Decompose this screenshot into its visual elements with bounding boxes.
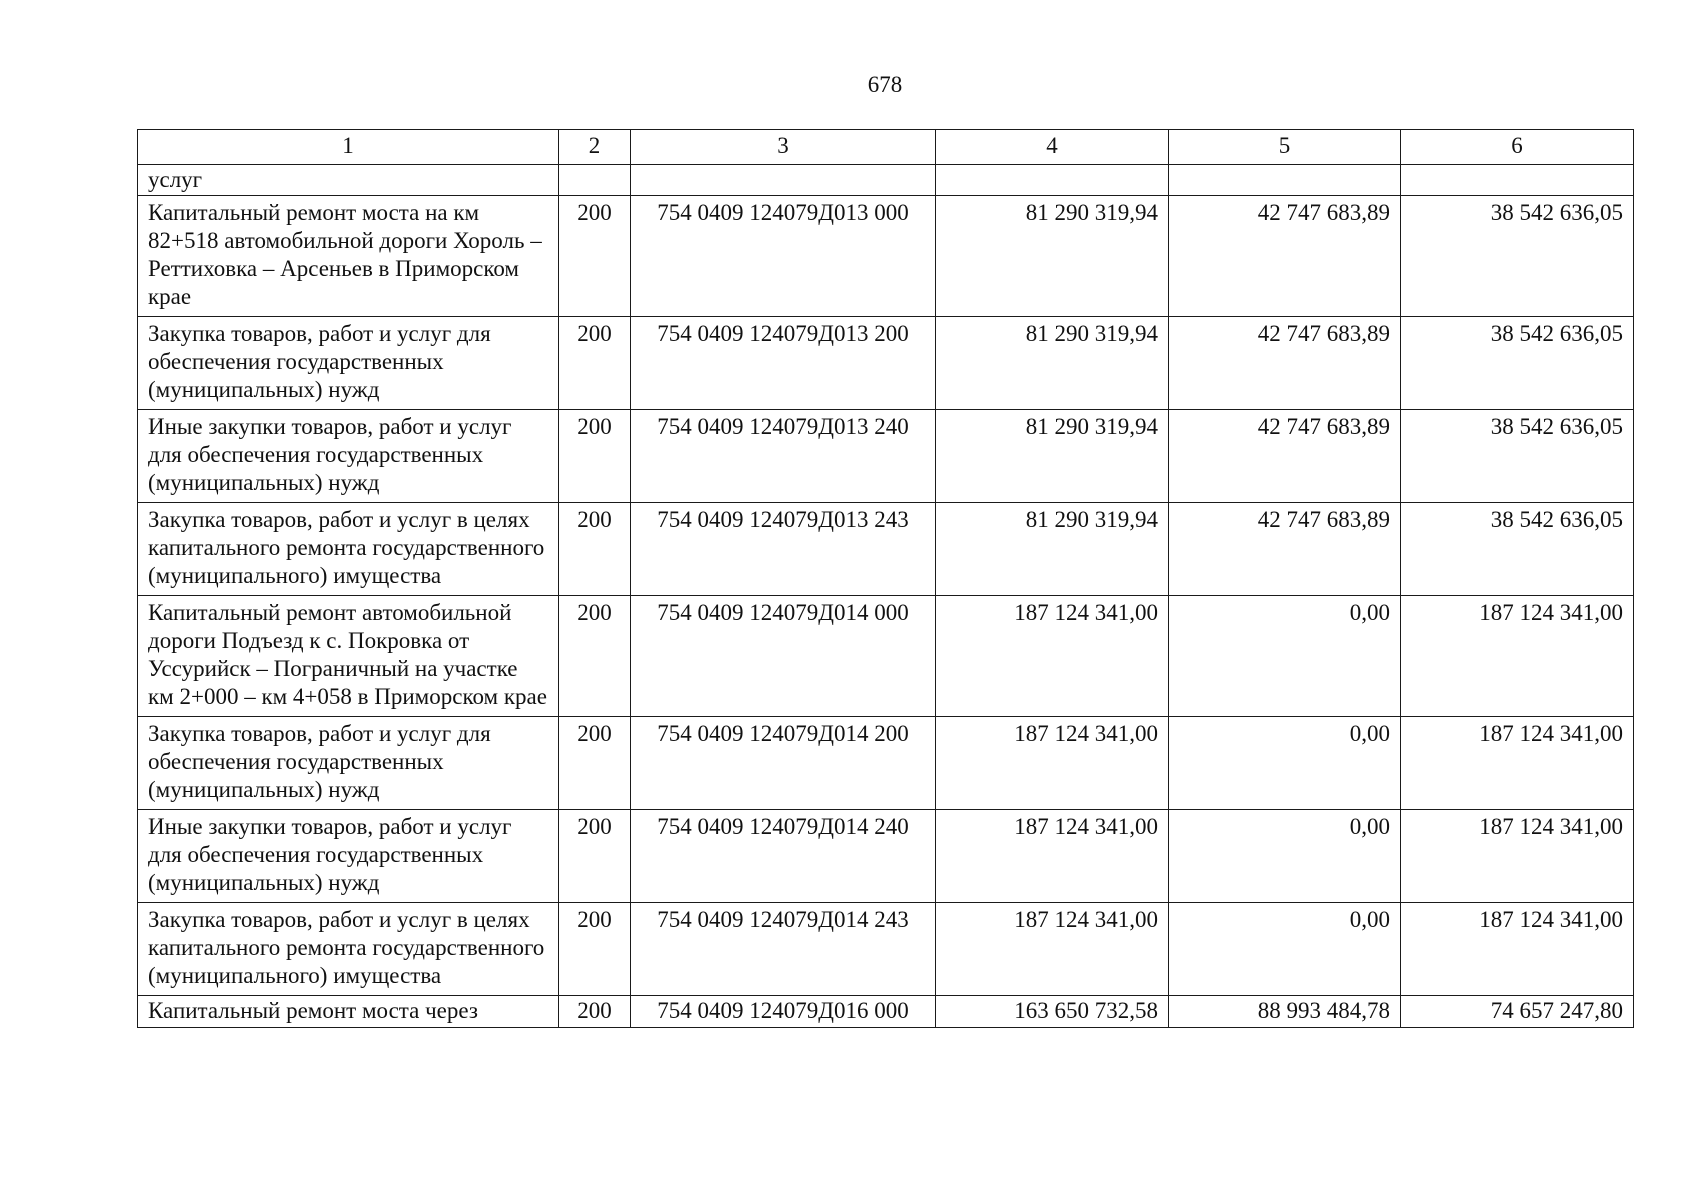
row-amount-year1-cell <box>1169 165 1401 196</box>
row-amount-total-cell: 187 124 341,00 <box>936 596 1169 717</box>
column-header-1: 1 <box>138 130 559 165</box>
row-amount-total-cell: 187 124 341,00 <box>936 810 1169 903</box>
row-section-cell: 200 <box>559 903 631 996</box>
row-amount-total-cell: 187 124 341,00 <box>936 717 1169 810</box>
row-amount-total-cell: 81 290 319,94 <box>936 317 1169 410</box>
row-name-cell: Закупка товаров, работ и услуг для обеспечения государственных (муниципальных) нужд <box>138 317 559 410</box>
row-amount-year2-cell: 38 542 636,05 <box>1401 503 1634 596</box>
row-amount-year2-cell: 38 542 636,05 <box>1401 317 1634 410</box>
column-header-5: 5 <box>1169 130 1401 165</box>
row-amount-total-cell: 81 290 319,94 <box>936 503 1169 596</box>
table-row <box>138 503 1634 596</box>
row-name-cell: Капитальный ремонт автомобильной дороги Подъезд к с. Покровка от Уссурийск – Пограничный на участке км 2+000 – км 4+058 в Приморском крае <box>138 596 559 717</box>
row-code-cell: 754 0409 124079Д013 000 <box>631 196 936 317</box>
row-name-cell: Капитальный ремонт моста через <box>138 996 559 1028</box>
row-amount-year1-cell: 42 747 683,89 <box>1169 317 1401 410</box>
row-name-cell: Иные закупки товаров, работ и услуг для обеспечения государственных (муниципальных) нужд <box>138 410 559 503</box>
row-amount-year2-cell: 187 124 341,00 <box>1401 903 1634 996</box>
row-section-cell: 200 <box>559 717 631 810</box>
row-name-cell: услуг <box>138 165 559 196</box>
table-row <box>138 903 1634 996</box>
row-section-cell: 200 <box>559 503 631 596</box>
row-name-cell: Иные закупки товаров, работ и услуг для обеспечения государственных (муниципальных) нужд <box>138 810 559 903</box>
table-row <box>138 596 1634 717</box>
table-header-row <box>138 130 1634 165</box>
row-amount-year2-cell: 38 542 636,05 <box>1401 196 1634 317</box>
row-amount-year2-cell: 187 124 341,00 <box>1401 810 1634 903</box>
column-header-4: 4 <box>936 130 1169 165</box>
row-section-cell: 200 <box>559 996 631 1028</box>
row-amount-total-cell: 81 290 319,94 <box>936 410 1169 503</box>
row-name-cell: Закупка товаров, работ и услуг в целях капитального ремонта государственного (муниципального) имущества <box>138 503 559 596</box>
row-amount-year1-cell: 0,00 <box>1169 903 1401 996</box>
row-code-cell: 754 0409 124079Д013 243 <box>631 503 936 596</box>
table-row <box>138 996 1634 1028</box>
row-name-cell: Закупка товаров, работ и услуг для обеспечения государственных (муниципальных) нужд <box>138 717 559 810</box>
row-amount-year1-cell: 42 747 683,89 <box>1169 503 1401 596</box>
column-header-2: 2 <box>559 130 631 165</box>
page-number: 678 <box>867 72 903 97</box>
table-row <box>138 810 1634 903</box>
row-amount-year1-cell: 0,00 <box>1169 596 1401 717</box>
table-row <box>138 165 1634 196</box>
row-code-cell: 754 0409 124079Д014 200 <box>631 717 936 810</box>
row-amount-year2-cell: 187 124 341,00 <box>1401 596 1634 717</box>
row-amount-year2-cell <box>1401 165 1634 196</box>
table-row <box>138 196 1634 317</box>
row-name-cell: Закупка товаров, работ и услуг в целях капитального ремонта государственного (муниципального) имущества <box>138 903 559 996</box>
row-code-cell: 754 0409 124079Д014 240 <box>631 810 936 903</box>
row-name-cell: Капитальный ремонт моста на км 82+518 автомобильной дороги Хороль – Реттиховка – Арсеньев в Приморском крае <box>138 196 559 317</box>
row-section-cell <box>559 165 631 196</box>
row-section-cell: 200 <box>559 410 631 503</box>
row-amount-total-cell: 187 124 341,00 <box>936 903 1169 996</box>
row-section-cell: 200 <box>559 810 631 903</box>
row-amount-year1-cell: 0,00 <box>1169 717 1401 810</box>
row-code-cell <box>631 165 936 196</box>
row-amount-year1-cell: 42 747 683,89 <box>1169 410 1401 503</box>
row-code-cell: 754 0409 124079Д014 000 <box>631 596 936 717</box>
row-amount-total-cell <box>936 165 1169 196</box>
row-amount-year2-cell: 38 542 636,05 <box>1401 410 1634 503</box>
row-amount-year1-cell: 88 993 484,78 <box>1169 996 1401 1028</box>
row-amount-total-cell: 81 290 319,94 <box>936 196 1169 317</box>
column-header-6: 6 <box>1401 130 1634 165</box>
row-code-cell: 754 0409 124079Д016 000 <box>631 996 936 1028</box>
row-amount-year1-cell: 0,00 <box>1169 810 1401 903</box>
row-code-cell: 754 0409 124079Д013 200 <box>631 317 936 410</box>
row-amount-total-cell: 163 650 732,58 <box>936 996 1169 1028</box>
row-amount-year1-cell: 42 747 683,89 <box>1169 196 1401 317</box>
row-section-cell: 200 <box>559 596 631 717</box>
table-row <box>138 717 1634 810</box>
row-amount-year2-cell: 187 124 341,00 <box>1401 717 1634 810</box>
column-header-3: 3 <box>631 130 936 165</box>
row-code-cell: 754 0409 124079Д013 240 <box>631 410 936 503</box>
row-code-cell: 754 0409 124079Д014 243 <box>631 903 936 996</box>
budget-table <box>137 129 1634 1028</box>
row-section-cell: 200 <box>559 317 631 410</box>
row-section-cell: 200 <box>559 196 631 317</box>
table-row <box>138 410 1634 503</box>
table-row <box>138 317 1634 410</box>
row-amount-year2-cell: 74 657 247,80 <box>1401 996 1634 1028</box>
